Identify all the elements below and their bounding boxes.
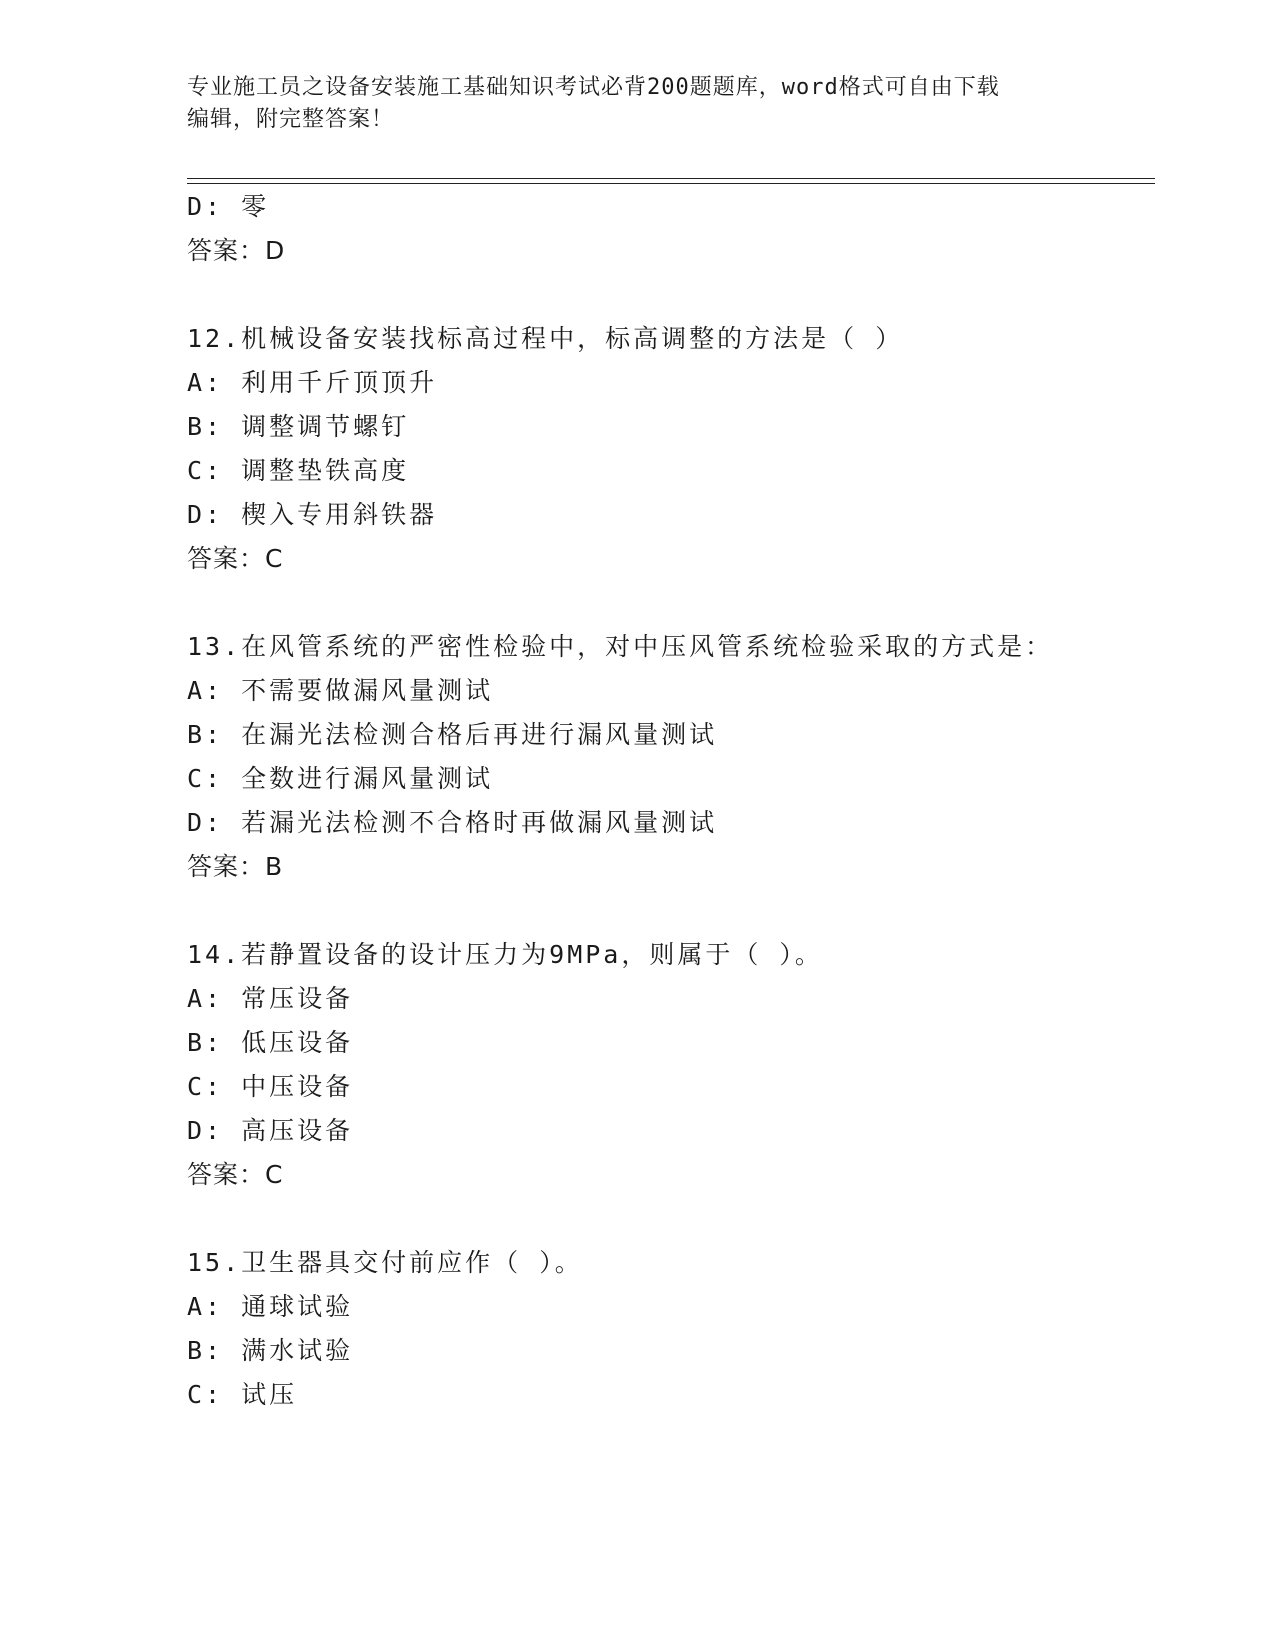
header-rule-top: [187, 178, 1155, 179]
option-b-q12: B: 调整调节螺钉: [187, 412, 410, 441]
answer-q14: 答案：C: [187, 1160, 284, 1189]
option-b-q13: B: 在漏光法检测合格后再进行漏风量测试: [187, 720, 718, 749]
option-c-q13: C: 全数进行漏风量测试: [187, 764, 494, 793]
question-15: 15.卫生器具交付前应作（ ）。: [187, 1248, 583, 1277]
option-a-q13: A: 不需要做漏风量测试: [187, 676, 494, 705]
answer-q12: 答案：C: [187, 544, 284, 573]
option-b-q15: B: 满水试验: [187, 1336, 354, 1365]
option-d-q12: D: 楔入专用斜铁器: [187, 500, 438, 529]
header-line-2: 编辑，附完整答案！: [187, 107, 395, 132]
question-14: 14.若静置设备的设计压力为9MPa，则属于（ ）。: [187, 940, 823, 969]
answer-q11: 答案：D: [187, 236, 286, 265]
option-c-q12: C: 调整垫铁高度: [187, 456, 410, 485]
header-line-1: 专业施工员之设备安装施工基础知识考试必背200题题库，word格式可自由下载: [187, 75, 1000, 100]
header-rule-bottom: [187, 183, 1155, 184]
document-header: [187, 72, 1087, 136]
question-12: 12.机械设备安装找标高过程中，标高调整的方法是（ ）: [187, 324, 904, 353]
question-13: 13.在风管系统的严密性检验中，对中压风管系统检验采取的方式是：: [187, 632, 1054, 661]
option-a-q15: A: 通球试验: [187, 1292, 354, 1321]
answer-q13: 答案：B: [187, 852, 284, 881]
option-a-q14: A: 常压设备: [187, 984, 354, 1013]
option-d-q11: D: 零: [187, 192, 270, 221]
option-b-q14: B: 低压设备: [187, 1028, 354, 1057]
option-c-q14: C: 中压设备: [187, 1072, 354, 1101]
option-a-q12: A: 利用千斤顶顶升: [187, 368, 438, 397]
option-c-q15: C: 试压: [187, 1380, 298, 1409]
option-d-q14: D: 高压设备: [187, 1116, 354, 1145]
option-d-q13: D: 若漏光法检测不合格时再做漏风量测试: [187, 808, 718, 837]
